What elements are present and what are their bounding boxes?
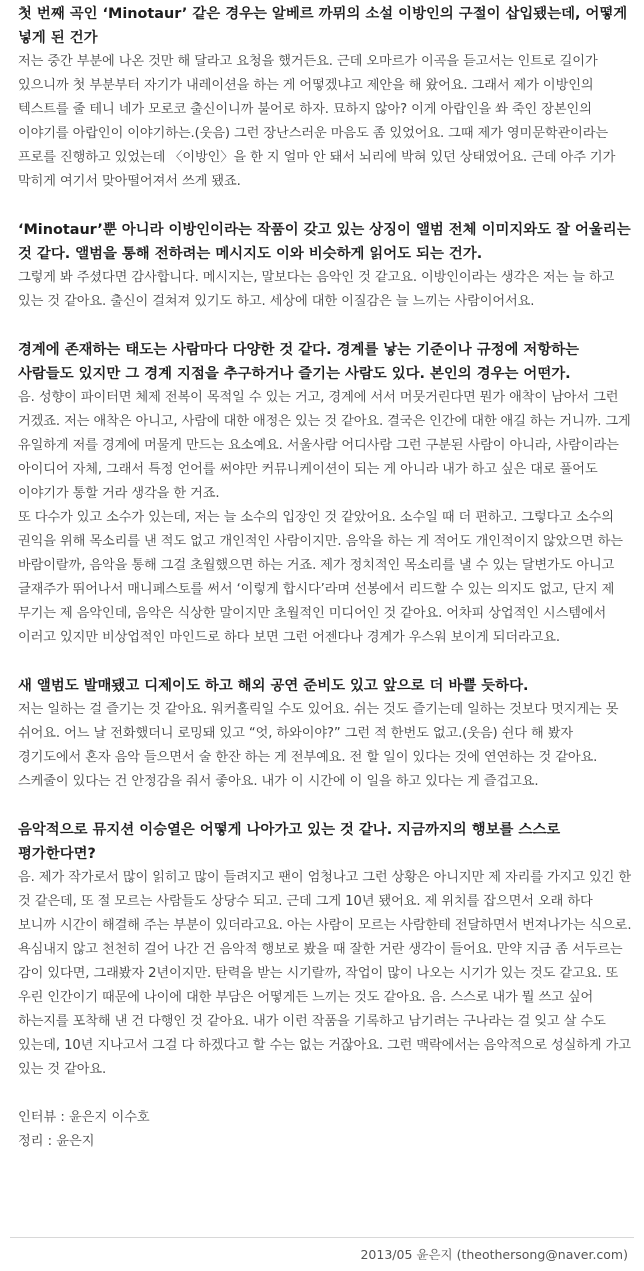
answer-paragraph: 그렇게 봐 주셨다면 감사합니다. 메시지는, 말보다는 음악인 것 같고요. 이방인이라는 생각은 저는 늘 하고 있는 것 같아요. 출신이 걸쳐져 있기도 하고. 세상에 대한 이질감은 늘 느끼는 사람이어서요. [18, 270, 615, 309]
answer-paragraph: 음. 제가 작가로서 많이 읽히고 많이 들려지고 팬이 엄청나고 그런 상황은 아니지만 제 자리를 가지고 있긴 한 것 같은데, 또 절 모르는 사람들도 상당수 되고. 근데 그게 10년 됐어요. 제 위치를 잡으면서 오래 하다 보니까 시간이 해결해 주는 부분이 있더라고요. 아는 사람이 모르는 사람한테 전달하면서 번져나가는 식으로. 욕심내지 않고 천천히 걸어 나간 건 음악적 행보로 봤을 때 잘한 거란 생각이 들어요. 만약 지금 좀 서두르는 감이 있다면, 그래봤자 2년이지만. 탄력을 받는 시기랄까, 작업이 많이 나오는 시기가 있는 것도 같고요. 또 우린 인간이기 때문에 나이에 대한 부담은 어떻게든 느끼는 것도 같아요. 음. 스스로 내가 뭘 쓰고 싶어 하는지를 포착해 낸 건 다행인 것 같아요. 내가 이런 작품을 기록하고 남기려는 구나라는 걸 잊고 살 수도 있는데, 10년 지나고서 그걸 다 하겠다고 할 수는 없는 거잖아요. 그런 맥락에서는 음악적으로 성실하게 가고 있는 것 같아요. [18, 870, 632, 1077]
answer-paragraph: 저는 일하는 걸 즐기는 것 같아요. 워커홀릭일 수도 있어요. 쉬는 것도 즐기는데 일하는 것보다 멋지게는 못 쉬어요. 어느 날 전화했더니 로밍돼 있고 “엇, 하와이야?” 그런 적 한번도 없고.(웃음) 쉰다 해 봤자 경기도에서 혼자 음악 들으면서 술 한잔 하는 게 전부예요. 전 할 일이 있다는 것에 연연하는 것 같아요. 스케줄이 있다는 건 안정감을 줘서 좋아요. 내가 이 시간에 이 일을 하고 있다는 게 즐겁고요. [18, 702, 619, 789]
qa-section-4 [18, 674, 632, 794]
qa-section-5 [18, 818, 632, 1082]
answer-paragraph: 저는 중간 부분에 나온 것만 해 달라고 요청을 했거든요. 근데 오마르가 이곡을 듣고서는 인트로 길이가 있으니까 첫 부분부터 자기가 내레이션을 하는 게 어떻겠냐고 제안을 해 왔어요. 그래서 제가 이방인의 텍스트를 줄 테니 네가 모로코 출신이니까 불어로 하자. 묘하지 않아? 이게 아랍인을 쏴 죽인 장본인의 이야기를 아랍인이 이야기하는.(웃음) 그런 장난스러운 마음도 좀 있었어요. 그때 제가 영미문학관이라는 프로를 진행하고 있었는데 〈이방인〉을 한 지 얼마 안 돼서 뇌리에 박혀 있던 상태였어요. 근데 아주 기가 막히게 여기서 맞아떨어져서 쓰게 됐죠. [18, 54, 616, 189]
interviewer-credit: 인터뷰 : 윤은지 이수호 [18, 1110, 150, 1125]
question-heading: 경계에 존재하는 태도는 사람마다 다양한 것 같다. 경계를 낳는 기준이나 규정에 저항하는 사람들도 있지만 그 경계 지점을 추구하거나 즐기는 사람도 있다. 본인의 경우는 어떤가. [18, 342, 580, 382]
question-heading: 음악적으로 뮤지션 이승열은 어떻게 나아가고 있는 것 같나. 지금까지의 행보를 스스로 평가한다면? [18, 822, 561, 862]
credits-block [18, 1106, 632, 1154]
question-heading: 첫 번째 곡인 ‘Minotaur’ 같은 경우는 알베르 까뮈의 소설 이방인의 구절이 삽입됐는데, 어떻게 넣게 된 건가 [18, 6, 628, 46]
qa-section-1 [18, 2, 632, 194]
qa-section-2 [18, 218, 632, 314]
article-body [18, 2, 632, 1154]
footer-divider [10, 1237, 634, 1238]
footer-byline: 2013/05 윤은지 (theothersong@naver.com) [360, 1247, 628, 1262]
answer-paragraph: 또 다수가 있고 소수가 있는데, 저는 늘 소수의 입장인 것 같았어요. 소수일 때 더 편하고. 그렇다고 소수의 권익을 위해 목소리를 낸 적도 없고 개인적인 사람이지만. 음악을 하는 게 적어도 개인적이지 않았으면 하는 바람이랄까, 음악을 통해 그걸 초월했으면 하는 거죠. 제가 정치적인 목소리를 낼 수 있는 달변가도 아니고 글재주가 뛰어나서 매니페스토를 써서 ‘이렇게 합시다’라며 선봉에서 리드할 수 있는 의지도 없고, 단지 제 무기는 제 음악인데, 음악은 식상한 말이지만 초월적인 미디어인 것 같아요. 어차피 상업적인 시스템에서 이러고 있지만 비상업적인 마인드로 하다 보면 그런 어젠다나 경계가 우스워 보이게 되더라고요. [18, 510, 623, 645]
qa-section-3 [18, 338, 632, 650]
answer-paragraph: 음. 성향이 파이터면 체제 전복이 목적일 수 있는 거고, 경계에 서서 머뭇거린다면 뭔가 애착이 남아서 그런 거겠죠. 저는 애착은 아니고, 사람에 대한 애정은 있는 것 같아요. 결국은 인간에 대한 애길 하는 거니까. 그게 유일하게 저를 경계에 머물게 만드는 요소예요. 서울사람 어디사람 그런 구분된 사람이 아니라, 사람이라는 아이디어 자체, 그래서 특정 언어를 써야만 커뮤니케이션이 되는 게 아니라 내가 하고 싶은 대로 풀어도 이야기가 통할 거라 생각을 한 거죠. [18, 390, 631, 501]
editor-credit: 정리 : 윤은지 [18, 1134, 95, 1149]
question-heading: ‘Minotaur’뿐 아니라 이방인이라는 작품이 갖고 있는 상징이 앨범 전체 이미지와도 잘 어울리는 것 같다. 앨범을 통해 전하려는 메시지도 이와 비슷하게 읽어도 되는 건가. [18, 222, 631, 262]
question-heading: 새 앨범도 발매됐고 디제이도 하고 해외 공연 준비도 있고 앞으로 더 바쁠 듯하다. [18, 678, 529, 694]
